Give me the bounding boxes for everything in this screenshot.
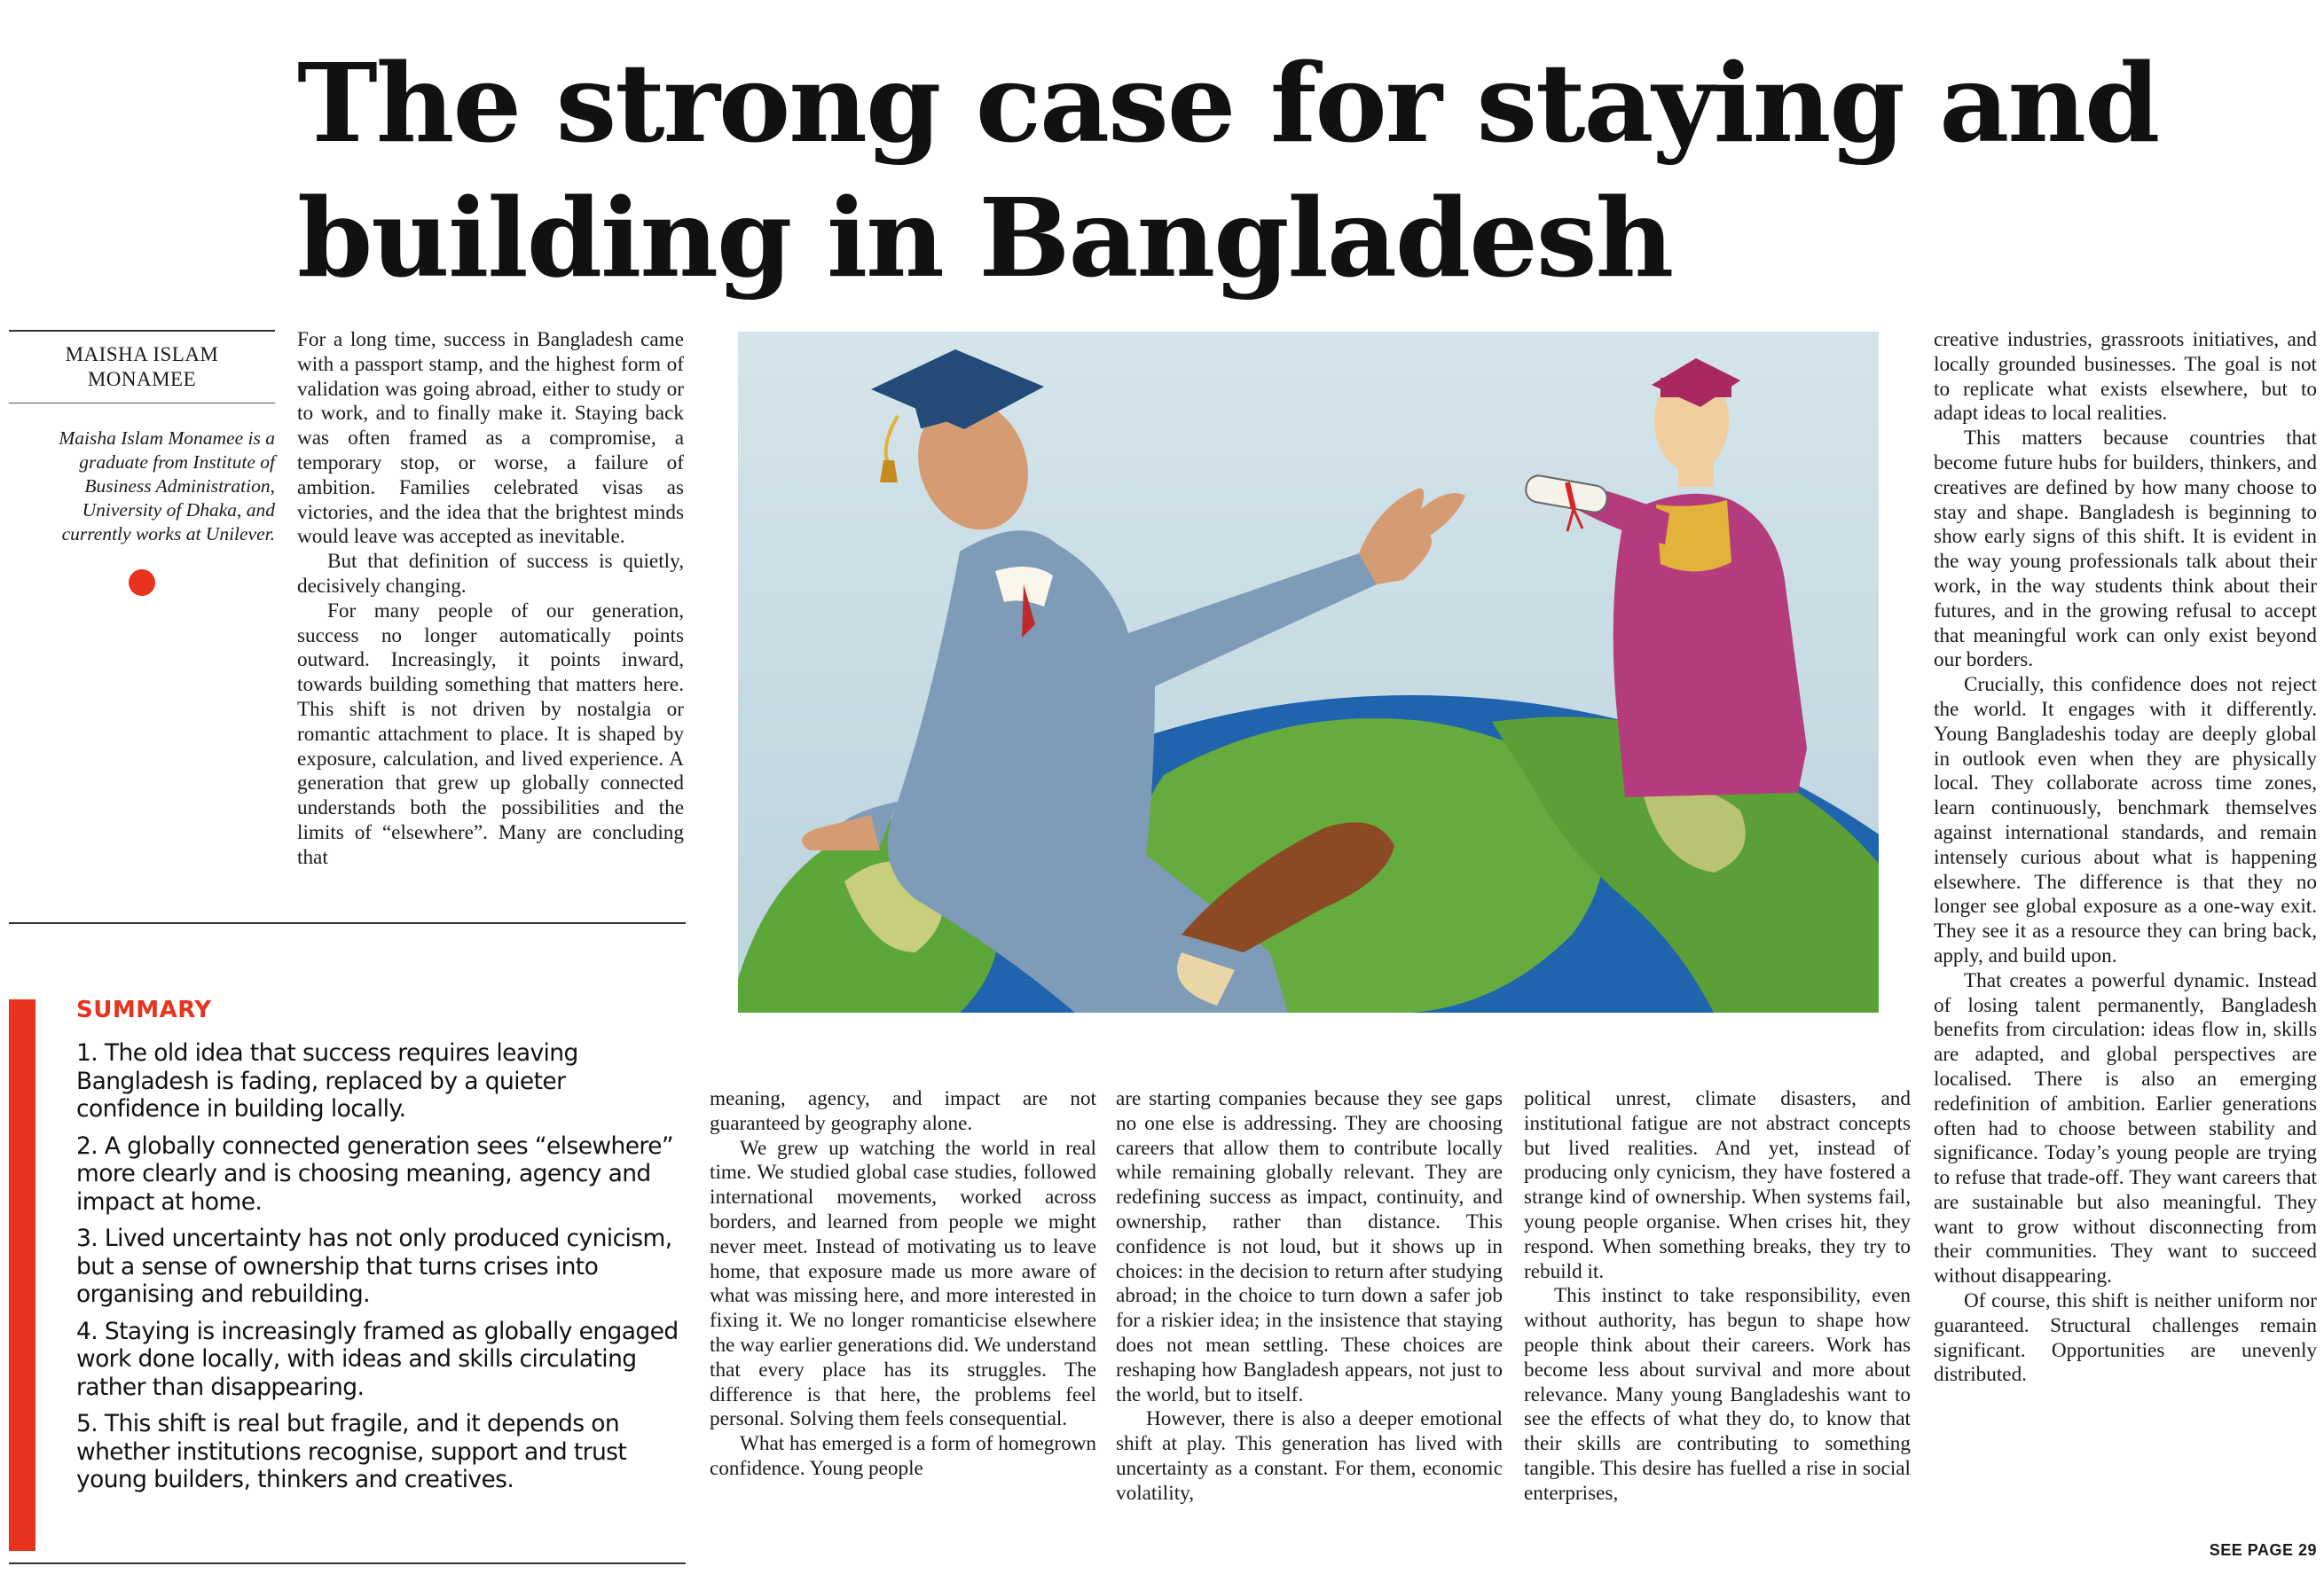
paragraph: meaning, agency, and impact are not guaranteed by geography alone. <box>710 1087 1096 1135</box>
author-name: MAISHA ISLAM MONAMEE <box>9 332 275 403</box>
summary-item: 2. A globally connected generation sees “elsewhere” more clearly and is choosing meaning, agency and impact at home. <box>76 1132 673 1216</box>
byline <box>9 330 275 596</box>
paragraph: This instinct to take responsibility, even without authority, has begun to shape how people think about their careers. Work has become less about survival and more about relevance. Many young Bangladeshis want to see the effects of what they do, to know that their skills are contributing to something tangible. This desire has fuelled a rise in social enterprises, <box>1524 1284 1911 1505</box>
paragraph: But that definition of success is quietly, decisively changing. <box>297 550 684 598</box>
headline-line-1: The strong case for staying and <box>297 39 2159 167</box>
paragraph: political unrest, climate disasters, and institutional fatigue are not abstract concepts but lived realities. And yet, instead of producing only cynicism, they have fostered a strange kind of ownership. When systems fail, young people organise. When crises hit, they respond. When something breaks, they try to rebuild it. <box>1524 1087 1911 1283</box>
paragraph: For a long time, success in Bangladesh came with a passport stamp, and the highest form of validation was going abroad, either to study or to work, and to finally make it. Staying back was often framed as a compromise, a temporary stop, or worse, a failure of ambition. Families celebrated visas as victories, and the idea that the brightest minds would leave was accepted as inevitable. <box>297 328 684 549</box>
summary-item: 3. Lived uncertainty has not only produced cynicism, but a sense of ownership that turns crises into organising and rebuilding. <box>76 1225 672 1308</box>
body-column-5 <box>1934 328 2317 1556</box>
paragraph: That creates a powerful dynamic. Instead of losing talent permanently, Bangladesh benefits from circulation: ideas flow in, skills are adapted, and global perspectives are localised. There is also an emerging redefinition of ambition. Earlier generations often had to choose between stability and significance. Today’s young people are trying to refuse that trade-off. They want careers that are sustainable but also meaningful. They want to grow without disconnecting from their communities. They want to succeed without disappearing. <box>1934 968 2317 1288</box>
headline <box>297 35 2293 305</box>
paragraph: For many people of our generation, success no longer automatically points outward. Increasingly, it points inward, towards building something that matters here. This shift is not driven by nostalgia or romantic attachment to place. It is shaped by exposure, calculation, and lived experience. A generation that grew up globally connected understands both the possibilities and the limits of “elsewhere”. Many are concluding that <box>297 599 684 869</box>
body-column-1 <box>297 328 684 871</box>
body-column-2 <box>710 1087 1096 1566</box>
paragraph: creative industries, grassroots initiatives, and locally grounded businesses. The goal is not to replicate what exists elsewhere, but to adapt ideas to local realities. <box>1934 328 2317 426</box>
summary-item: 1. The old idea that success requires leaving Bangladesh is fading, replaced by a quieter confidence in building locally. <box>76 1039 578 1123</box>
headline-line-2: building in Bangladesh <box>297 174 1673 301</box>
summary-item: 5. This shift is real but fragile, and it depends on whether institutions recognise, support and trust young builders, thinkers and creatives. <box>76 1410 627 1493</box>
paragraph: What has emerged is a form of homegrown confidence. Young people <box>710 1432 1096 1480</box>
body-column-4 <box>1524 1087 1911 1566</box>
summary-item: 4. Staying is increasingly framed as globally engaged work done locally, with ideas and skills circulating rather than disappearing. <box>76 1317 679 1401</box>
red-dot-icon <box>129 569 155 596</box>
paragraph: Of course, this shift is neither uniform nor guaranteed. Structural challenges remain significant. Opportunities are unevenly distributed. <box>1934 1289 2317 1387</box>
paragraph: Crucially, this confidence does not reject the world. It engages with it differently. Young Bangladeshis today are deeply global in outlook even when they are physically local. They collaborate across time zones, learn continuously, benchmark themselves against international standards, and remain intensely curious about what is happening elsewhere. The difference is that they no longer see global exposure as a one-way exit. They see it as a resource they can bring back, apply, and build upon. <box>1934 673 2317 967</box>
summary-box <box>76 997 679 1503</box>
graduate-illustration <box>738 332 1879 1013</box>
divider <box>9 1562 686 1564</box>
author-bio: Maisha Islam Monamee is a graduate from Institute of Business Administration, University of Dhaka, and currently works at Unilever. <box>59 427 275 544</box>
see-page-link[interactable]: SEE PAGE 29 <box>2209 1541 2317 1559</box>
paragraph: are starting companies because they see gaps no one else is addressing. They are choosing careers that allow them to contribute locally while remaining globally relevant. They are redefining success as impact, continuity, and ownership, rather than distance. This confidence is not loud, but it shows up in choices: in the decision to return after studying abroad; in the choice to turn down a safer job for a riskier idea; in the insistence that staying does not mean settling. These choices are reshaping how Bangladesh appears, not just to the world, but to itself. <box>1116 1087 1503 1406</box>
paragraph: However, there is also a deeper emotional shift at play. This generation has lived with uncertainty as a constant. For them, economic volatility, <box>1116 1407 1503 1505</box>
paragraph: We grew up watching the world in real time. We studied global case studies, followed international movements, worked across borders, and learned from people we might never meet. Instead of motivating us to leave home, that exposure made us more aware of what was missing here, and more interested in fixing it. We no longer romanticise elsewhere the way earlier generations did. We understand that every place has its struggles. The difference is that here, the problems feel personal. Solving them feels consequential. <box>710 1136 1096 1431</box>
summary-accent-bar <box>9 999 35 1551</box>
summary-title: SUMMARY <box>76 997 212 1023</box>
divider <box>9 922 686 924</box>
body-column-3 <box>1116 1087 1503 1566</box>
paragraph: This matters because countries that become future hubs for builders, thinkers, and creatives are defined by how many choose to stay and shape. Bangladesh is beginning to show early signs of this shift. It is evident in the way young professionals talk about their work, in the way students think about their futures, and in the growing refusal to accept that meaningful work can only exist beyond our borders. <box>1934 427 2317 672</box>
